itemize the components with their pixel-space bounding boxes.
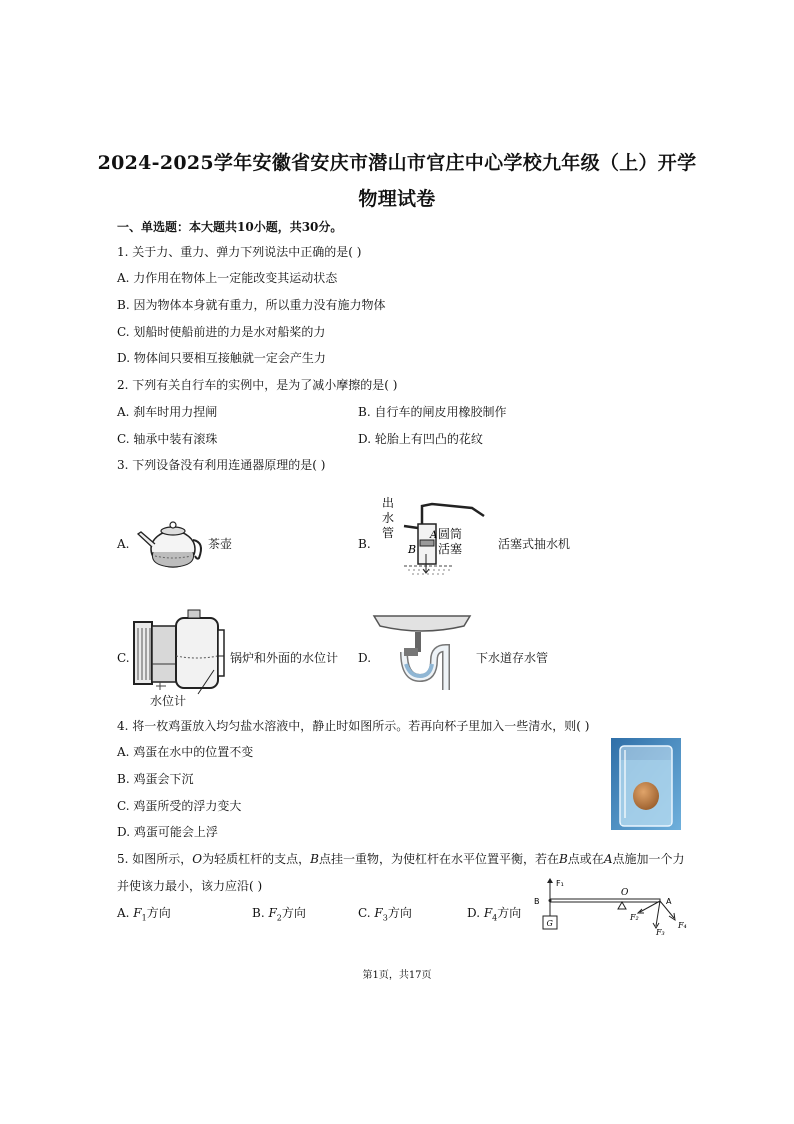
q2-option-c: C. 轴承中装有滚珠 [117,432,218,446]
q2-option-d: D. 轮胎上有凹凸的花纹 [358,432,483,446]
q3-stem: 3. 下列设备没有利用连通器原理的是( ) [117,458,326,472]
pump-label-2: 水 [382,511,395,525]
q1-option-c: C. 划船时使船前进的力是水对船桨的力 [117,325,326,339]
q2-option-b: B. 自行车的闸皮用橡胶制作 [358,405,507,419]
q1-stem: 1. 关于力、重力、弹力下列说法中正确的是( ) [117,245,362,259]
q3-option-c-text: 锅炉和外面的水位计 [230,651,339,665]
q5-stem-line2: 并使该力最小，该力应沿( ) [117,879,263,893]
q4-option-d: D. 鸡蛋可能会上浮 [117,825,218,839]
q5-stem-mid1: 为轻质杠杆的支点， [202,852,311,866]
q5-point-a: A [603,852,613,866]
q1-option-d: D. 物体间只要相互接触就一定会产生力 [117,351,326,365]
pump-label-a: A [430,530,438,541]
q5-option-a: A. $F_1$方向 [117,906,171,923]
q1-option-a: A. 力作用在物体上一定能改变其运动状态 [117,271,338,285]
pump-label-1: 出 [382,496,395,510]
q5-point-o: O [192,852,203,866]
drain-trap-figure [370,612,474,690]
q4-option-b: B. 鸡蛋会下沉 [117,772,194,786]
q4-stem: 4. 将一枚鸡蛋放入均匀盐水溶液中，静止时如图所示。若再向杯子里加入一些清水，则( ) [117,719,590,733]
q4-option-c: C. 鸡蛋所受的浮力变大 [117,799,242,813]
q5-point-b-2: B [558,852,568,866]
q3-option-d-text: 下水道存水管 [476,651,549,665]
q5-stem-pre: 5. 如图所示， [117,852,193,866]
q3-option-a-letter: A. [117,537,130,551]
q3-option-b-letter: B. [358,537,371,551]
q1-option-b: B. 因为物体本身就有重力，所以重力没有施力物体 [117,298,386,312]
q5-stem-mid3: 点或在 [567,852,604,866]
q3-option-c-letter: C. [117,651,130,665]
lever-label-o: O [621,888,629,898]
page-title-line2: 物理试卷 [358,188,436,210]
q2-option-a: A. 刹车时用力捏闸 [117,405,218,419]
lever-label-a: A [666,897,672,906]
q5-stem-mid2: 点挂一重物，为使杠杆在水平位置平衡，若在 [318,852,559,866]
q5-option-c: C. $F_3$方向 [358,906,412,923]
q4-option-a: A. 鸡蛋在水中的位置不变 [117,745,254,759]
lever-label-f4: F₄ [678,921,687,930]
section-header: 一、单选题：本大题共10小题，共30分。 [117,220,343,234]
q5-stem-line1 [117,852,685,866]
pump-figure [374,494,494,578]
pump-label-5: 活塞 [438,542,463,556]
page-footer: 第1页，共17页 [362,970,432,981]
lever-label-f2: F₂ [630,913,639,922]
q5-stem-mid4: 点施加一个力 [612,852,685,866]
pump-label-b: B [408,543,417,556]
lever-label-f3: F₃ [656,928,665,936]
pump-label-4: 圆筒 [438,527,463,541]
q5-option-d: D. $F_4$方向 [467,906,522,923]
egg-beaker-photo [611,738,681,830]
lever-label-b: B [534,897,540,906]
lever-figure [528,874,696,936]
boiler-water-gauge-label: 水位计 [150,694,187,708]
lever-label-g: G [546,919,553,928]
q3-option-b-text: 活塞式抽水机 [498,537,571,551]
teapot-figure [135,512,205,572]
q2-stem: 2. 下列有关自行车的实例中，是为了减小摩擦的是( ) [117,378,398,392]
q3-option-d-letter: D. [358,651,372,665]
page-title-line1: 2024-2025学年安徽省安庆市潜山市官庄中心学校九年级（上）开学 [97,152,697,174]
pump-label-3: 管 [382,526,395,540]
lever-label-f1: F₁ [556,879,564,888]
q5-option-b: B. $F_2$方向 [252,906,306,923]
q3-option-a-text: 茶壶 [208,537,233,551]
q5-point-b: B [310,852,319,866]
